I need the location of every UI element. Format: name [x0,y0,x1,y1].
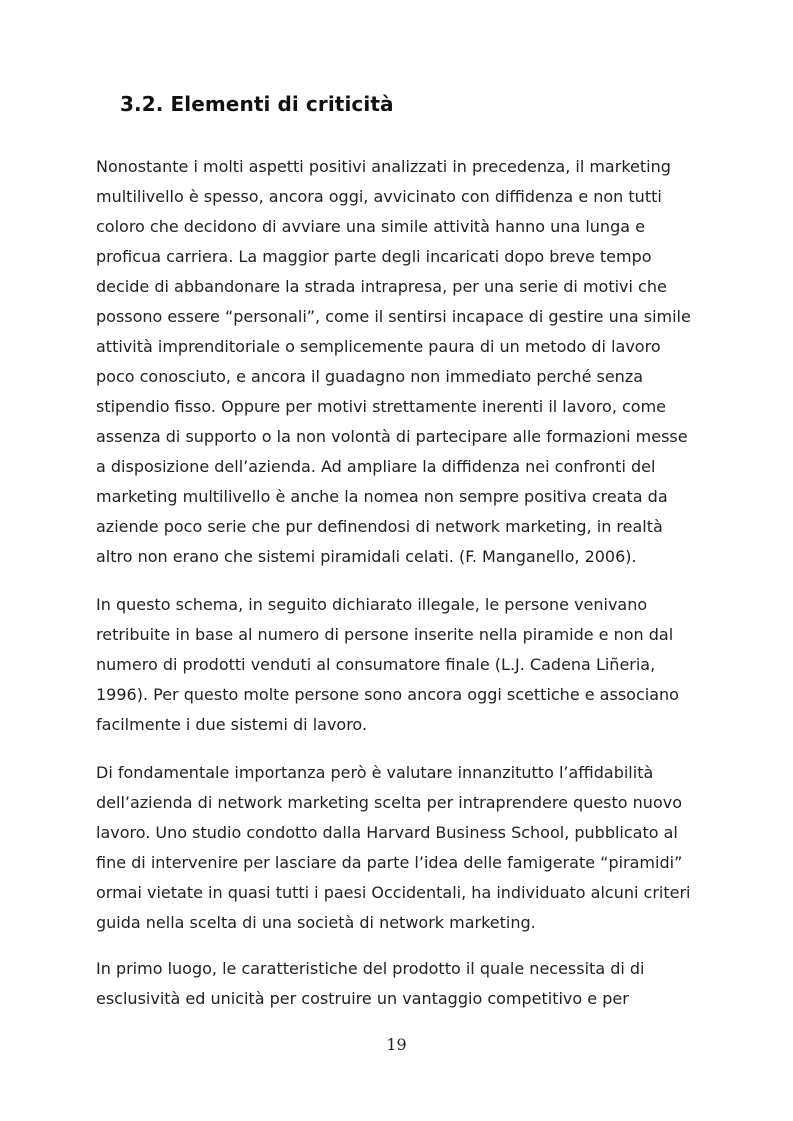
text-line: Nonostante i molti aspetti positivi analizzati in precedenza, il marketing [96,157,671,176]
text-line: assenza di supporto o la non volontà di partecipare alle formazioni messe [96,427,688,446]
paragraph-3 [96,758,691,938]
text-line: possono essere “personali”, come il sentirsi incapace di gestire una simile [96,307,691,326]
text-line: dell’azienda di network marketing scelta per intraprendere questo nuovo [96,793,682,812]
text-line: In primo luogo, le caratteristiche del prodotto il quale necessita di di [96,959,645,978]
text-line: attività imprenditoriale o semplicemente paura di un metodo di lavoro [96,337,661,356]
text-line: a disposizione dell’azienda. Ad ampliare la diffidenza nei confronti del [96,457,656,476]
text-line: 1996). Per questo molte persone sono ancora oggi scettiche e associano [96,685,679,704]
text-line: coloro che decidono di avviare una simile attività hanno una lunga e [96,217,645,236]
text-line: aziende poco serie che pur definendosi di network marketing, in realtà [96,517,663,536]
paragraph-2 [96,590,679,740]
text-line: retribuite in base al numero di persone inserite nella piramide e non dal [96,625,674,644]
text-line: esclusività ed unicità per costruire un vantaggio competitivo e per [96,989,629,1008]
paragraph-4 [96,954,645,1014]
text-line: In questo schema, in seguito dichiarato illegale, le persone venivano [96,595,648,614]
section-heading: 3.2. Elementi di criticità [120,92,394,116]
text-line: multilivello è spesso, ancora oggi, avvicinato con diffidenza e non tutti [96,187,662,206]
text-line: decide di abbandonare la strada intrapresa, per una serie di motivi che [96,277,667,296]
text-line: guida nella scelta di una società di network marketing. [96,913,536,932]
text-line: Di fondamentale importanza però è valutare innanzitutto l’affidabilità [96,763,654,782]
text-line: marketing multilivello è anche la nomea non sempre positiva creata da [96,487,668,506]
text-line: lavoro. Uno studio condotto dalla Harvard Business School, pubblicato al [96,823,678,842]
paragraph-1 [96,152,691,572]
text-line: altro non erano che sistemi piramidali celati. (F. Manganello, 2006). [96,547,637,566]
text-line: fine di intervenire per lasciare da parte l’idea delle famigerate “piramidi” [96,853,683,872]
page-number: 19 [386,1035,407,1054]
text-line: facilmente i due sistemi di lavoro. [96,715,368,734]
text-line: poco conosciuto, e ancora il guadagno non immediato perché senza [96,367,644,386]
text-line: ormai vietate in quasi tutti i paesi Occidentali, ha individuato alcuni criteri [96,883,691,902]
text-line: proficua carriera. La maggior parte degli incaricati dopo breve tempo [96,247,652,266]
text-line: numero di prodotti venduti al consumatore finale (L.J. Cadena Liñeria, [96,655,656,674]
text-line: stipendio fisso. Oppure per motivi strettamente inerenti il lavoro, come [96,397,666,416]
